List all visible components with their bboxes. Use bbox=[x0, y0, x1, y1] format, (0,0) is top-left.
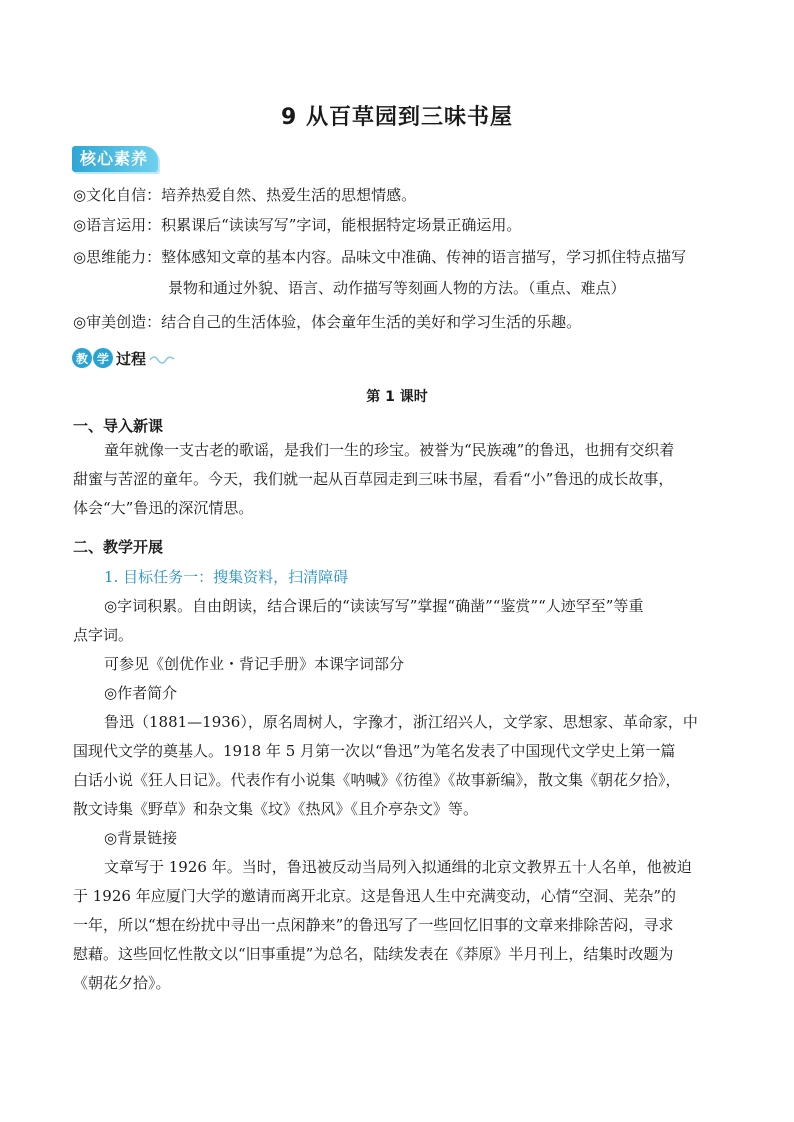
teaching-process-tag bbox=[72, 346, 176, 370]
page-title: 9 从百草园到三味书屋 bbox=[281, 105, 513, 130]
body-line: ◎背景链接 bbox=[104, 829, 178, 847]
section-heading-intro: 一、导入新课 bbox=[73, 417, 164, 435]
core-item-aesthetics: ◎审美创造：结合自己的生活体验，体会童年生活的美好和学习生活的乐趣。 bbox=[73, 313, 582, 331]
body-line: 慰藉。这些回忆性散文以“旧事重提”为总名，陆续发表在《莽原》半月刊上，结集时改题为 bbox=[73, 945, 674, 963]
core-literacy-tag: 核心素养 bbox=[72, 146, 158, 172]
tag-word: 过程 bbox=[116, 349, 147, 368]
body-line: 白话小说《狂人日记》。代表作有小说集《呐喊》《彷徨》《故事新编》，散文集《朝花夕拾》， bbox=[73, 771, 681, 789]
intro-line: 甜蜜与苦涩的童年。今天，我们就一起从百草园走到三味书屋，看看“小”鲁迅的成长故事， bbox=[73, 470, 674, 488]
core-item-thinking-cont: 景物和通过外貌、语言、动作描写等刻画人物的方法。（重点、难点） bbox=[168, 279, 626, 297]
body-line: 于 1926 年应厦门大学的邀请而离开北京。这是鲁迅人生中充满变动，心情“空洞、芜杂”的 bbox=[73, 887, 677, 905]
body-line: 一年，所以“想在纷扰中寻出一点闲静来”的鲁迅写了一些回忆旧事的文章来排除苦闷，寻求 bbox=[73, 916, 674, 934]
body-paragraphs bbox=[73, 592, 723, 998]
intro-line: 童年就像一支古老的歌谣，是我们一生的珍宝。被誉为“民族魂”的鲁迅，也拥有交织着 bbox=[104, 441, 675, 459]
body-line: 可参见《创优作业・背记手册》本课字词部分 bbox=[104, 655, 405, 673]
core-item-thinking: ◎思维能力：整体感知文章的基本内容。品味文中准确、传神的语言描写，学习抓住特点描写 bbox=[73, 248, 687, 266]
body-line: 鲁迅（1881—1936），原名周树人，字豫才，浙江绍兴人，文学家、思想家、革命家，中 bbox=[104, 713, 698, 731]
body-line: 国现代文学的奠基人。1918 年 5 月第一次以“鲁迅”为笔名发表了中国现代文学史上第一篇 bbox=[73, 742, 676, 760]
swirl-decoration-icon bbox=[148, 351, 176, 365]
body-line: ◎字词积累。自由朗读，结合课后的“读读写写”掌握“确凿”“鉴赏”“人迹罕至”等重 bbox=[104, 597, 644, 615]
body-line: 散文诗集《野草》和杂文集《坟》《热风》《且介亭杂文》等。 bbox=[73, 800, 479, 818]
tag-char-bubble: 教 bbox=[72, 348, 92, 368]
intro-line: 体会“大”鲁迅的深沉情思。 bbox=[73, 499, 254, 517]
core-item-language: ◎语言运用：积累课后“读读写写”字词，能根据特定场景正确运用。 bbox=[73, 216, 522, 234]
body-line: 文章写于 1926 年。当时，鲁迅被反动当局列入拟通缉的北京文教界五十人名单，他被迫 bbox=[104, 858, 692, 876]
body-line: ◎作者简介 bbox=[104, 684, 178, 702]
core-item-culture: ◎文化自信：培养热爱自然、热爱生活的思想情感。 bbox=[73, 186, 417, 204]
section-heading-teaching: 二、教学开展 bbox=[73, 538, 164, 556]
body-line: 《朝花夕拾》。 bbox=[73, 974, 171, 992]
intro-paragraph bbox=[73, 436, 723, 523]
body-line: 点字词。 bbox=[73, 626, 134, 644]
task-one-heading: 1. 目标任务一：搜集资料，扫清障碍 bbox=[104, 568, 349, 586]
lesson-number: 第 1 课时 bbox=[366, 389, 428, 405]
tag-char-bubble: 学 bbox=[93, 348, 113, 368]
